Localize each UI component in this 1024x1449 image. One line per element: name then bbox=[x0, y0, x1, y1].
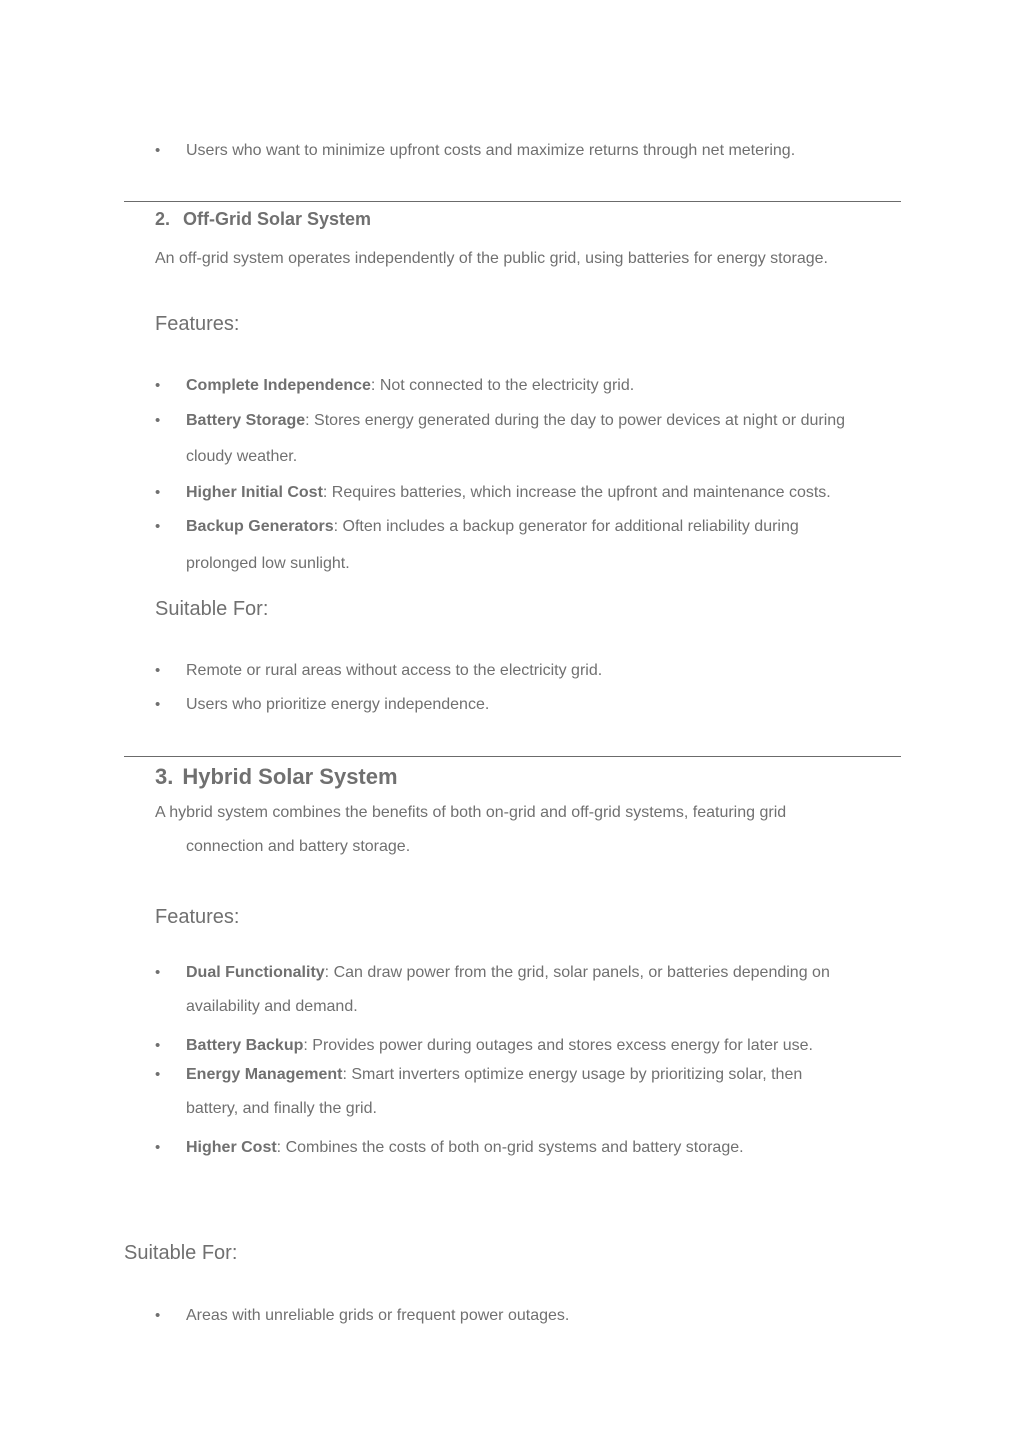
list-item bbox=[186, 963, 830, 983]
features-heading: Features: bbox=[155, 906, 240, 928]
feature-text: : Often includes a backup generator for additional reliability during bbox=[333, 518, 799, 535]
feature-text: : Combines the costs of both on-grid systems and battery storage. bbox=[276, 1139, 744, 1156]
list-item: Remote or rural areas without access to the electricity grid. bbox=[186, 662, 603, 679]
bullet-marker: • bbox=[155, 1307, 161, 1324]
section-description-continuation: connection and battery storage. bbox=[186, 838, 411, 855]
feature-text: : Stores energy generated during the day to power devices at night or during bbox=[305, 412, 846, 429]
bullet-marker: • bbox=[155, 964, 161, 981]
feature-text: : Smart inverters optimize energy usage by prioritizing solar, then bbox=[342, 1066, 803, 1083]
list-item bbox=[186, 483, 831, 503]
section-title: Hybrid Solar System bbox=[182, 764, 398, 789]
list-item bbox=[186, 1065, 802, 1085]
bullet-marker: • bbox=[155, 484, 161, 501]
bullet-marker: • bbox=[155, 1066, 161, 1083]
feature-label: Battery Backup bbox=[186, 1037, 304, 1054]
section-description: An off-grid system operates independently of the public grid, using batteries for energy storage. bbox=[155, 250, 828, 267]
feature-label: Dual Functionality bbox=[186, 964, 325, 981]
section-heading-hybrid bbox=[155, 764, 398, 790]
section-divider bbox=[124, 756, 901, 757]
feature-text: : Provides power during outages and stores excess energy for later use. bbox=[303, 1037, 813, 1054]
list-item-continuation: battery, and finally the grid. bbox=[186, 1100, 377, 1117]
bullet-marker: • bbox=[155, 1037, 161, 1054]
section-number: 2. bbox=[155, 209, 171, 229]
features-heading: Features: bbox=[155, 313, 240, 335]
list-item bbox=[186, 376, 634, 396]
bullet-marker: • bbox=[155, 412, 161, 429]
bullet-marker: • bbox=[155, 518, 161, 535]
list-item bbox=[186, 517, 799, 537]
feature-label: Higher Initial Cost bbox=[186, 484, 323, 501]
list-item-continuation: prolonged low sunlight. bbox=[186, 555, 350, 572]
list-item: Areas with unreliable grids or frequent power outages. bbox=[186, 1307, 570, 1324]
feature-text: : Can draw power from the grid, solar panels, or batteries depending on bbox=[324, 964, 830, 981]
suitable-heading: Suitable For: bbox=[155, 598, 269, 620]
feature-label: Complete Independence bbox=[186, 377, 371, 394]
list-item bbox=[186, 1036, 813, 1056]
bullet-marker: • bbox=[155, 377, 161, 394]
list-item bbox=[186, 1138, 744, 1158]
list-item-continuation: availability and demand. bbox=[186, 998, 358, 1015]
section-heading-off-grid bbox=[155, 209, 371, 230]
feature-label: Backup Generators bbox=[186, 518, 334, 535]
feature-text: : Requires batteries, which increase the upfront and maintenance costs. bbox=[322, 484, 831, 501]
section-description: A hybrid system combines the benefits of both on-grid and off-grid systems, featuring grid bbox=[155, 804, 787, 821]
section-divider bbox=[124, 201, 901, 202]
feature-label: Higher Cost bbox=[186, 1139, 277, 1156]
feature-label: Energy Management bbox=[186, 1066, 343, 1083]
bullet-marker: • bbox=[155, 662, 161, 679]
bullet-marker: • bbox=[155, 696, 161, 713]
bullet-marker: • bbox=[155, 1139, 161, 1156]
suitable-heading: Suitable For: bbox=[124, 1242, 238, 1264]
bullet-marker: • bbox=[155, 142, 161, 159]
feature-label: Battery Storage bbox=[186, 412, 306, 429]
list-item-continuation: cloudy weather. bbox=[186, 448, 298, 465]
list-item: Users who want to minimize upfront costs and maximize returns through net metering. bbox=[186, 142, 796, 159]
section-title: Off-Grid Solar System bbox=[183, 209, 372, 229]
feature-text: : Not connected to the electricity grid. bbox=[370, 377, 635, 394]
list-item bbox=[186, 411, 845, 431]
section-number: 3. bbox=[155, 764, 174, 789]
list-item: Users who prioritize energy independence. bbox=[186, 696, 490, 713]
